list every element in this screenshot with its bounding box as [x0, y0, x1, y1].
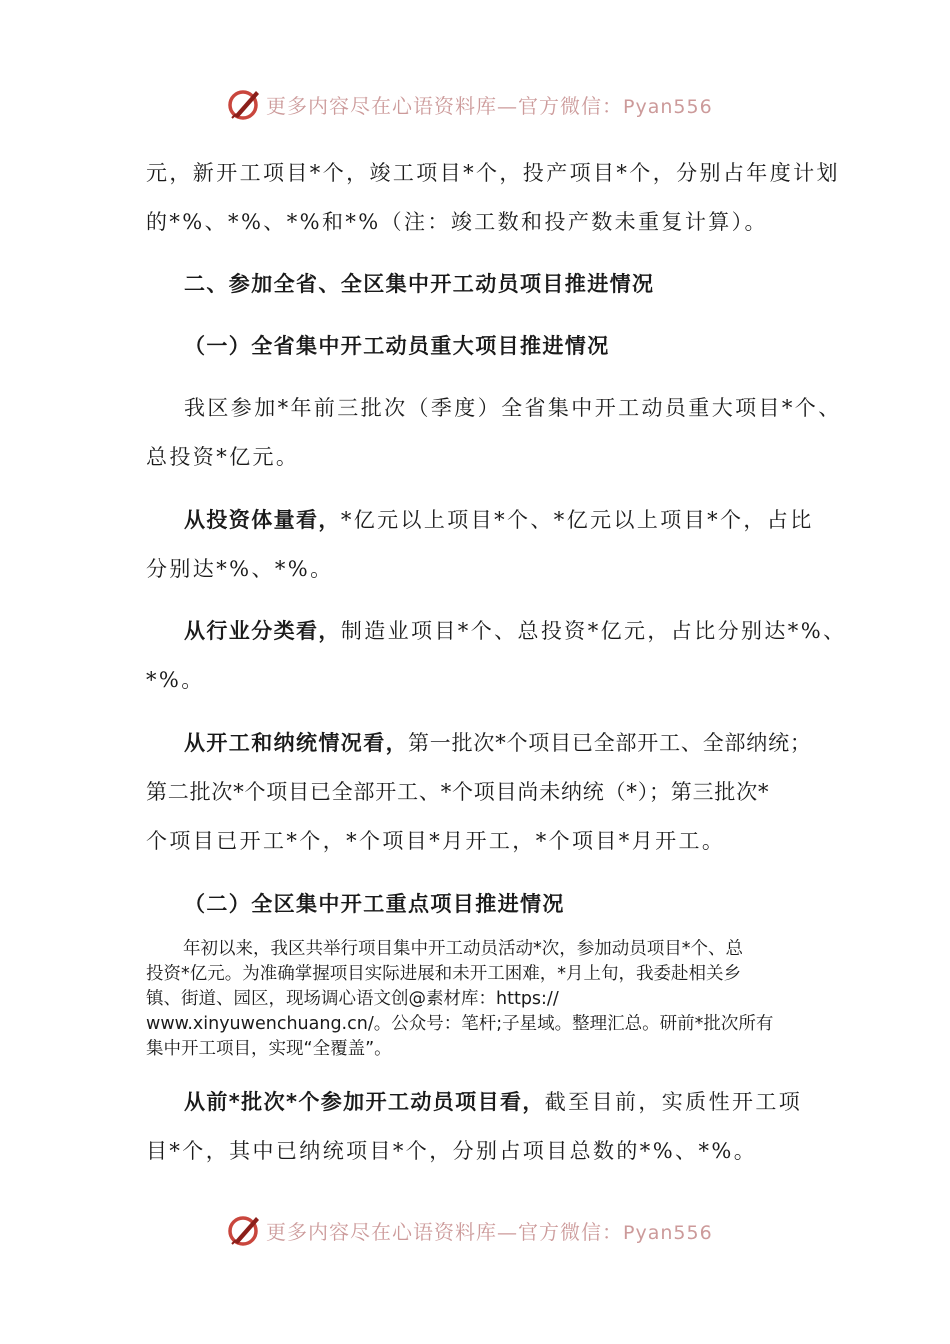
banner-text: 更多内容尽在心语资料库—官方微信：Pyan556 [266, 94, 713, 118]
subsection-heading: （一）全省集中开工动员重大项目推进情况 [184, 334, 610, 358]
banner-text: 更多内容尽在心语资料库—官方微信：Pyan556 [266, 1220, 713, 1244]
footer-banner [0, 1210, 950, 1250]
text-line: 投资*亿元。为准确掌握项目实际进展和未开工困难，*月上旬，我委赴相关乡 [146, 964, 741, 984]
text-line: 镇、街道、园区，现场调心语文创@素材库：https:// [146, 989, 559, 1009]
text-line: 年初以来，我区共举行项目集中开工动员活动*次，参加动员项目*个、总 [183, 939, 743, 959]
lead-phrase: 从行业分类看， [184, 619, 341, 643]
subsection-heading: （二）全区集中开工重点项目推进情况 [184, 892, 565, 916]
text-line: 从投资体量看，*亿元以上项目*个、*亿元以上项目*个，占比 [184, 508, 814, 532]
text-line: 我区参加*年前三批次（季度）全省集中开工动员重大项目*个、 [184, 396, 842, 420]
text-line: 从开工和纳统情况看，第一批次*个项目已全部开工、全部纳统； [184, 731, 812, 755]
header-banner [0, 84, 950, 124]
quill-pen-icon [226, 1212, 262, 1248]
section-heading: 二、参加全省、全区集中开工动员项目推进情况 [184, 272, 655, 296]
text-line: 从前*批次*个参加开工动员项目看，截至目前，实质性开工项 [184, 1090, 803, 1114]
text-line: 的*%、*%、*%和*%（注：竣工数和投产数未重复计算）。 [146, 210, 768, 234]
text-line: 总投资*亿元。 [146, 445, 300, 469]
quill-pen-icon [226, 86, 262, 122]
text-line: 分别达*%、*%。 [146, 557, 334, 581]
text-line: www.xinyuwenchuang.cn/。公众号：笔杆;子星域。整理汇总。研前*批次所有 [146, 1014, 774, 1034]
text-line: 元，新开工项目*个，竣工项目*个，投产项目*个，分别占年度计划 [146, 161, 840, 185]
small-paragraph [146, 937, 806, 1062]
lead-phrase: 从开工和纳统情况看， [184, 731, 408, 755]
text-line: 第二批次*个项目已全部开工、*个项目尚未纳统（*）；第三批次* [146, 780, 770, 804]
text-line: 个项目已开工*个，*个项目*月开工，*个项目*月开工。 [146, 829, 726, 853]
lead-phrase: 从投资体量看， [184, 508, 341, 532]
text-line: 从行业分类看，制造业项目*个、总投资*亿元，占比分别达*%、 [184, 619, 847, 643]
lead-phrase: 从前*批次*个参加开工动员项目看， [184, 1090, 545, 1114]
text-line: 目*个，其中已纳统项目*个，分别占项目总数的*%、*%。 [146, 1139, 758, 1163]
text-line: *%。 [146, 668, 205, 692]
text-line: 集中开工项目，实现“全覆盖”。 [146, 1039, 392, 1059]
